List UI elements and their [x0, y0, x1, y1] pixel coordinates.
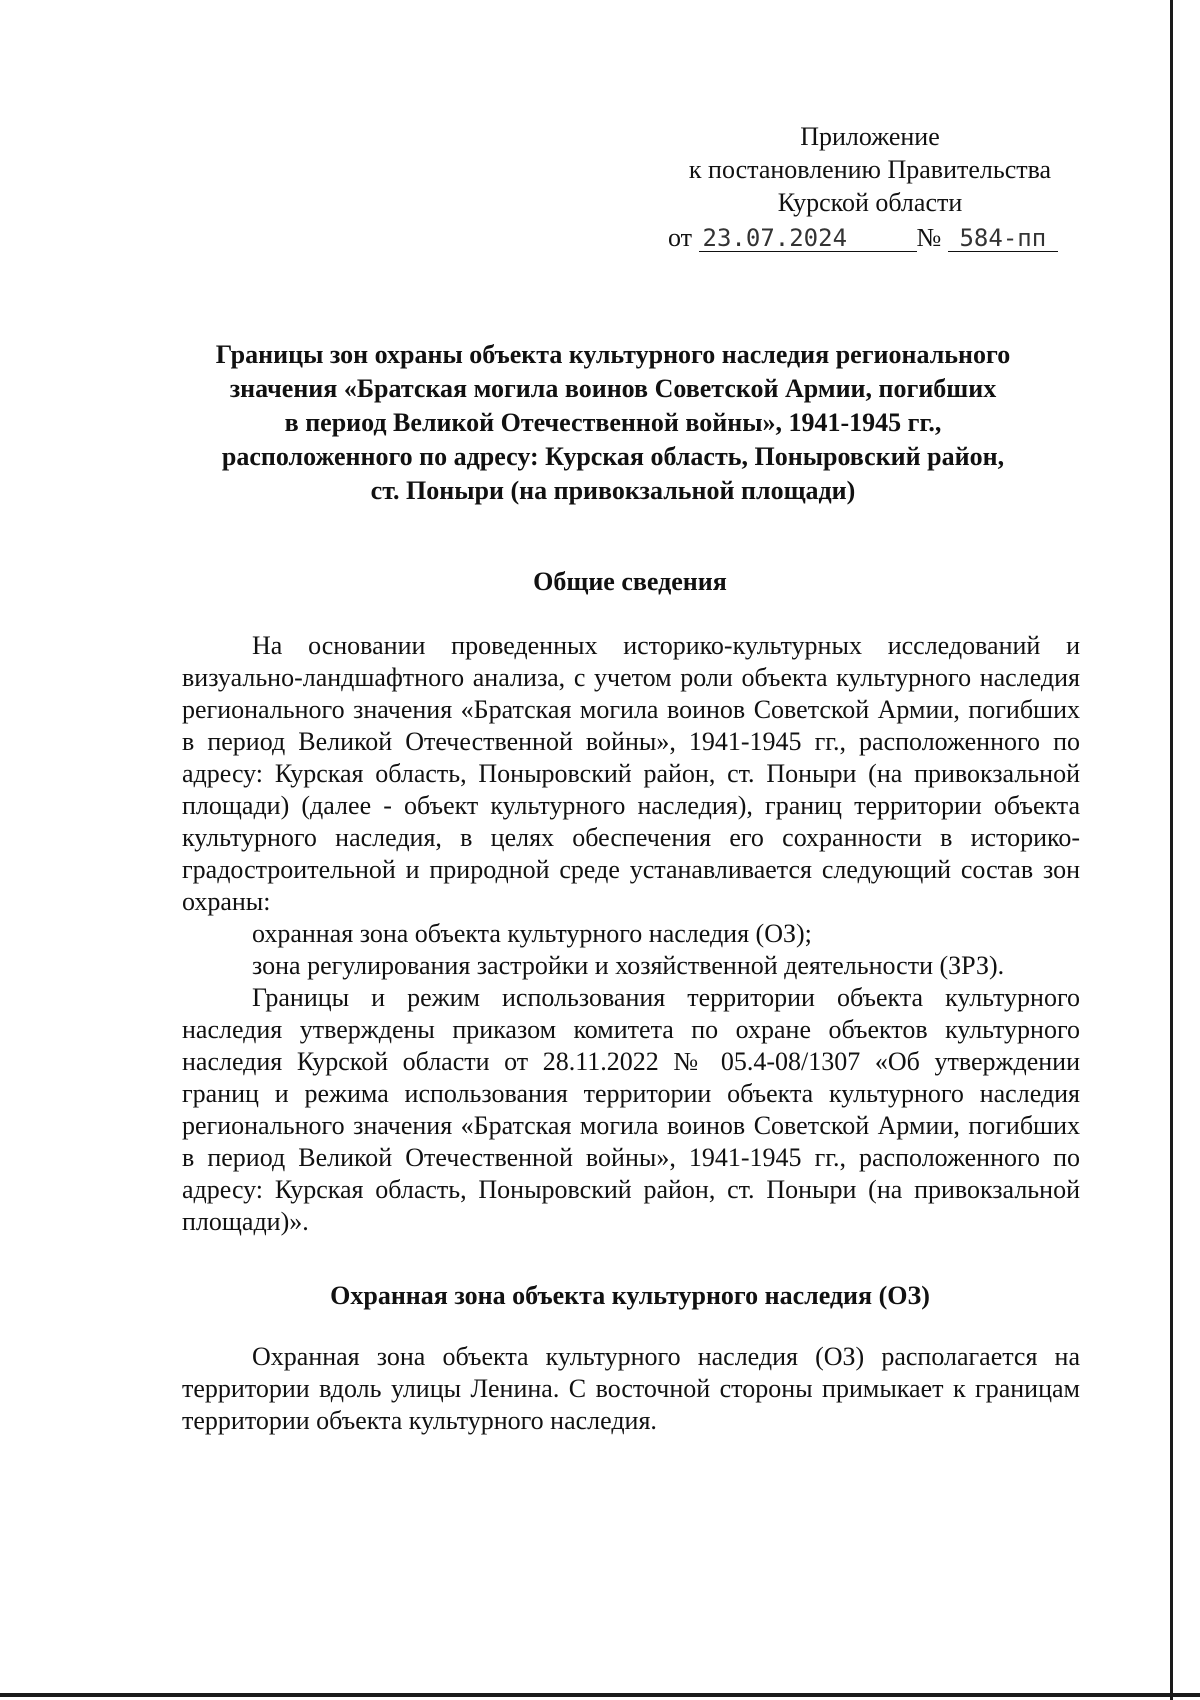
number-label: № — [916, 223, 942, 252]
general-section-heading: Общие сведения — [533, 567, 727, 596]
zone-list-item: зона регулирования застройки и хозяйственной деятельности (ЗРЗ). — [252, 951, 1005, 980]
appendix-title: Приложение — [800, 122, 940, 151]
appendix-resolution-line: к постановлению Правительства — [688, 155, 1052, 184]
resolution-date: 23.07.2024 — [699, 225, 917, 252]
resolution-number: 584-пп — [948, 225, 1058, 252]
title-line: в период Великой Отечественной войны», 1941-1945 гг., — [284, 408, 942, 437]
title-line: Границы зон охраны объекта культурного наследия регионального — [215, 340, 1011, 369]
scan-edge-right — [1170, 0, 1173, 1700]
title-line: расположенного по адресу: Курская область, Поныровский район, — [221, 442, 1005, 471]
appendix-region-line: Курской области — [777, 188, 963, 217]
document-title — [160, 338, 1066, 508]
title-line: ст. Поныри (на привокзальной площади) — [370, 476, 856, 505]
oz-section-heading: Охранная зона объекта культурного наследия (ОЗ) — [330, 1281, 930, 1310]
appendix-block — [660, 120, 1080, 254]
scan-edge-bottom — [0, 1693, 1200, 1697]
from-label: от — [668, 223, 693, 252]
appendix-reference — [668, 221, 1080, 254]
general-paragraph: На основании проведенных историко-культурных исследований и визуально-ландшафтного анализа, с учетом роли объекта культурного наследия регионального значения «Братская могила воинов Советской Армии, погибших в период Великой Отечественной войны», 1941-1945 гг., расположенного по адресу: Курская область, Поныровский район, ст. Поныри (на привокзальной площади) (далее - объект культурного наследия), границ территории объекта культурного наследия, в целях обеспечения его сохранности в историко-градостроительной и природной среде устанавливается следующий состав зон охраны: — [182, 631, 1080, 916]
general-section-body — [182, 630, 1080, 1238]
title-line: значения «Братская могила воинов Советской Армии, погибших — [229, 374, 997, 403]
oz-section-body — [182, 1341, 1080, 1437]
zone-list-item: охранная зона объекта культурного наследия (ОЗ); — [252, 919, 812, 948]
oz-paragraph: Охранная зона объекта культурного наследия (ОЗ) располагается на территории вдоль улицы Ленина. С восточной стороны примыкает к границам территории объекта культурного наследия. — [182, 1342, 1080, 1435]
territory-paragraph: Границы и режим использования территории объекта культурного наследия утверждены приказом комитета по охране объектов культурного наследия Курской области от 28.11.2022 № 05.4-08/1307 «Об утверждении границ и режима использования территории объекта культурного наследия регионального значения «Братская могила воинов Советской Армии, погибших в период Великой Отечественной войны», 1941-1945 гг., расположенного по адресу: Курская область, Поныровский район, ст. Поныри (на привокзальной площади)». — [182, 983, 1080, 1236]
